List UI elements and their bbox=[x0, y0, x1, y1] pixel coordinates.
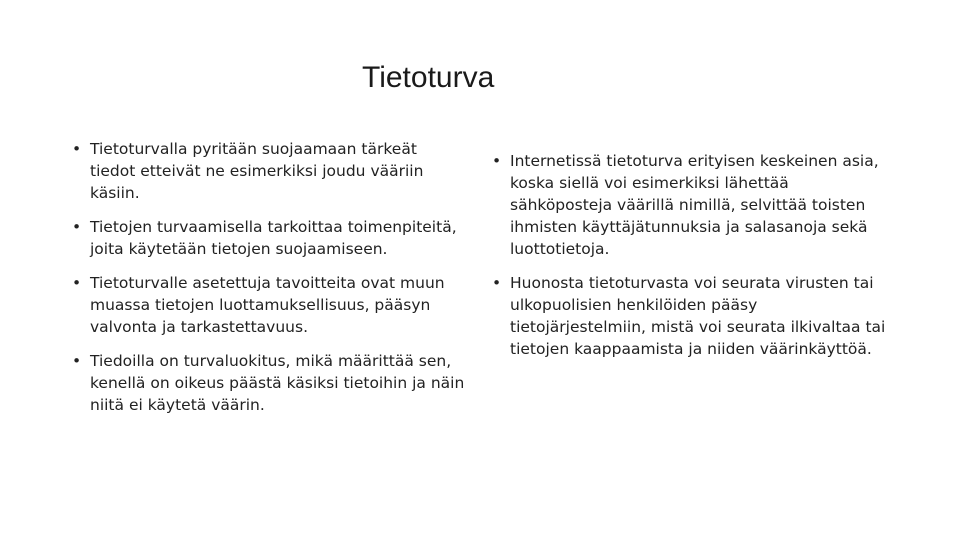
slide-title: Tietoturva bbox=[362, 61, 495, 94]
bullet-item bbox=[72, 350, 467, 416]
bullet-icon: • bbox=[492, 152, 502, 170]
bullet-icon: • bbox=[492, 274, 502, 292]
bullet-text: Internetissä tietoturva erityisen keskeinen asia, koska siellä voi esimerkiksi lähettää sähköposteja väärillä nimillä, selvittää toisten ihmisten käyttäjätunnuksia ja salasanoja sekä luottotietoja. bbox=[510, 152, 879, 258]
bullet-item bbox=[72, 216, 467, 260]
bullet-item bbox=[492, 272, 892, 360]
bullet-text: Tietoturvalle asetettuja tavoitteita ovat muun muassa tietojen luottamuksellisuus, pääsyn valvonta ja tarkastettavuus. bbox=[90, 274, 445, 336]
bullet-text: Tiedoilla on turvaluokitus, mikä määrittää sen, kenellä on oikeus päästä käsiksi tietoihin ja näin niitä ei käytetä väärin. bbox=[90, 352, 465, 414]
bullet-icon: • bbox=[72, 218, 82, 236]
bullet-icon: • bbox=[72, 352, 82, 370]
bullet-item bbox=[72, 138, 467, 204]
bullet-icon: • bbox=[72, 274, 82, 292]
bullet-icon: • bbox=[72, 140, 82, 158]
bullet-text: Huonosta tietoturvasta voi seurata virusten tai ulkopuolisien henkilöiden pääsy tietojärjestelmiin, mistä voi seurata ilkivaltaa tai tietojen kaappaamista ja niiden väärinkäyttöä. bbox=[510, 274, 886, 358]
right-bullet-list bbox=[492, 150, 892, 372]
bullet-item bbox=[492, 150, 892, 260]
left-bullet-list bbox=[72, 138, 467, 428]
bullet-text: Tietojen turvaamisella tarkoittaa toimenpiteitä, joita käytetään tietojen suojaamiseen. bbox=[90, 218, 457, 258]
bullet-item bbox=[72, 272, 467, 338]
bullet-text: Tietoturvalla pyritään suojaamaan tärkeät tiedot etteivät ne esimerkiksi joudu vääriin käsiin. bbox=[90, 140, 424, 202]
